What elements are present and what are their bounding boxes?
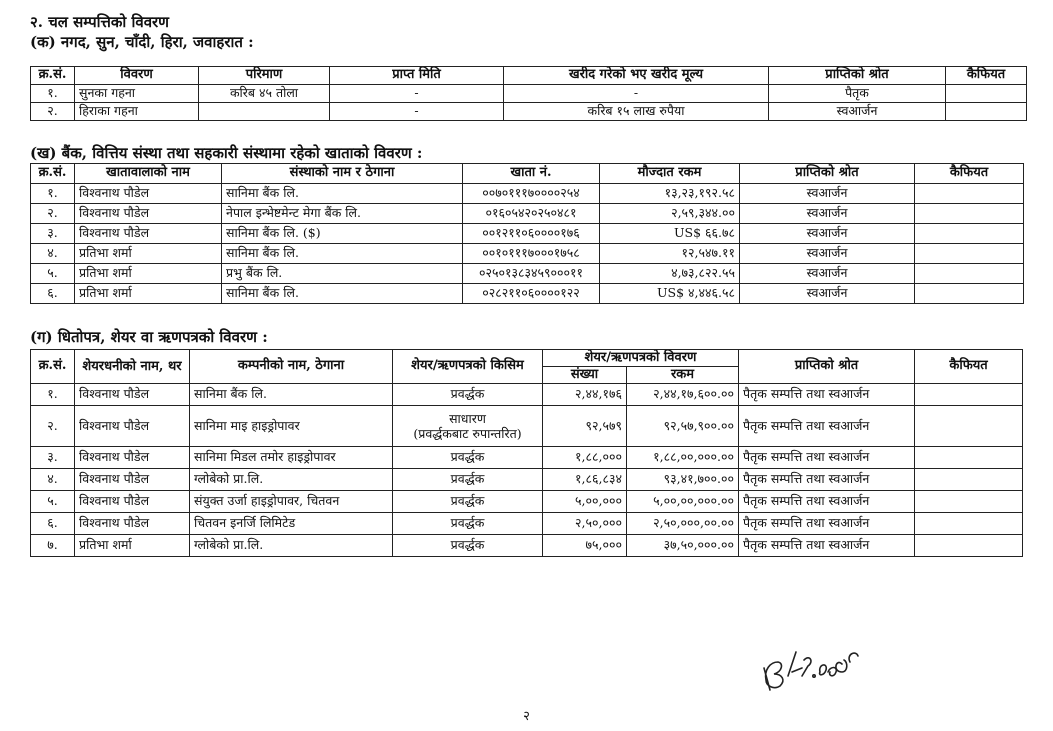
col-detail: शेयर/ऋणपत्रको विवरण — [543, 350, 739, 367]
table-cell: विश्वनाथ पौडेल — [75, 447, 190, 469]
table-cell: १३,२३,१९२.५८ — [600, 184, 740, 204]
table-cell: १. — [31, 384, 75, 406]
table-cell — [915, 184, 1024, 204]
header-cell: क्र.सं. — [31, 164, 75, 184]
table-cell: स्वआर्जन — [769, 103, 946, 121]
table-cell: पैतृक सम्पत्ति तथा स्वआर्जन — [739, 384, 915, 406]
header-cell: कैफियत — [946, 67, 1027, 85]
table-cell — [915, 264, 1024, 284]
cash-gold-table — [30, 66, 1027, 121]
type-line: साधारण — [449, 411, 486, 426]
table-cell: ४. — [31, 469, 75, 491]
table-cell: ३. — [31, 224, 75, 244]
table-cell: सानिमा बैंक लि. — [222, 244, 463, 264]
table-cell — [915, 284, 1024, 304]
section-title: २. चल सम्पत्तिको विवरण — [30, 13, 170, 31]
table-cell: हिराका गहना — [75, 103, 199, 121]
col-remarks: कैफियत — [915, 350, 1023, 384]
table-cell: २,५९,३४४.०० — [600, 204, 740, 224]
table-cell: ००७०१११७००००२५४ — [463, 184, 600, 204]
table-cell: ३. — [31, 447, 75, 469]
col-amount: रकम — [627, 367, 739, 384]
table-cell: सुनका गहना — [75, 85, 199, 103]
table-cell — [915, 447, 1023, 469]
header-cell: संस्थाको नाम र ठेगाना — [222, 164, 463, 184]
table-cell: ०२८२११०६००००१२२ — [463, 284, 600, 304]
table-cell: US$ ६६.७८ — [600, 224, 740, 244]
table-cell: ग्लोबेको प्रा.लि. — [190, 469, 393, 491]
table-cell: १२,५४७.११ — [600, 244, 740, 264]
table-cell: ग्लोबेको प्रा.लि. — [190, 535, 393, 557]
table-cell: ७५,००० — [543, 535, 627, 557]
table-cell: विश्वनाथ पौडेल — [75, 384, 190, 406]
table-cell: २. — [31, 103, 75, 121]
col-type: शेयर/ऋणपत्रको किसिम — [393, 350, 543, 384]
col-holder: शेयरधनीको नाम, थर — [75, 350, 190, 384]
table-row — [31, 535, 1023, 557]
table-cell: स्वआर्जन — [740, 244, 915, 264]
table-cell: स्वआर्जन — [740, 224, 915, 244]
section-b-heading: (ख) बैंक, वित्तिय संस्था तथा सहकारी संस्थामा रहेको खाताको विवरण : — [30, 144, 423, 162]
table-cell: - — [504, 85, 769, 103]
table-cell: पैतृक सम्पत्ति तथा स्वआर्जन — [739, 535, 915, 557]
table-cell: ५,००,००० — [543, 491, 627, 513]
table-cell — [915, 224, 1024, 244]
table-cell: - — [330, 85, 504, 103]
table-cell: १. — [31, 85, 75, 103]
table-cell — [915, 491, 1023, 513]
table-cell: ५,००,००,०००.०० — [627, 491, 739, 513]
col-company: कम्पनीको नाम, ठेगाना — [190, 350, 393, 384]
section-a-heading: (क) नगद, सुन, चाँदी, हिरा, जवाहरात : — [30, 33, 254, 51]
page-number: २ — [523, 709, 530, 724]
table-cell: विश्वनाथ पौडेल — [75, 491, 190, 513]
table-cell: ५. — [31, 264, 75, 284]
header-cell: क्र.सं. — [31, 67, 75, 85]
table-cell — [946, 103, 1027, 121]
table-row — [31, 244, 1024, 264]
table-cell: ४. — [31, 244, 75, 264]
table-cell: २,५०,००० — [543, 513, 627, 535]
table-cell: प्रवर्द्धक — [393, 384, 543, 406]
table-cell — [915, 406, 1023, 447]
table-cell: ००१०१११७०००१७५८ — [463, 244, 600, 264]
table-row — [31, 264, 1024, 284]
type-subline: (प्रवर्द्धकबाट रुपान्तरित) — [413, 426, 522, 441]
table-cell: सानिमा बैंक लि. — [190, 384, 393, 406]
table-cell: सानिमा माइ हाइड्रोपावर — [190, 406, 393, 447]
table-cell: २,४४,१७,६००.०० — [627, 384, 739, 406]
table-cell: ०२५०१३८३४५९०००११ — [463, 264, 600, 284]
col-sn: क्र.सं. — [31, 350, 75, 384]
header-cell: प्राप्तिको श्रोत — [769, 67, 946, 85]
table-cell — [915, 469, 1023, 491]
table-cell: विश्वनाथ पौडेल — [75, 204, 222, 224]
handwritten-signature — [762, 632, 872, 692]
table-row — [31, 85, 1027, 103]
table-cell: पैतृक सम्पत्ति तथा स्वआर्जन — [739, 406, 915, 447]
table-cell: स्वआर्जन — [740, 204, 915, 224]
table-row — [31, 284, 1024, 304]
table-cell: ४,७३,८२२.५५ — [600, 264, 740, 284]
table-cell: १. — [31, 184, 75, 204]
header-cell: खातावालाको नाम — [75, 164, 222, 184]
table-cell: सानिमा बैंक लि. — [222, 284, 463, 304]
table-cell — [199, 103, 330, 121]
table-cell: प्रतिभा शर्मा — [75, 264, 222, 284]
header-cell: कैफियत — [915, 164, 1024, 184]
table-cell: US$ ४,४४६.५८ — [600, 284, 740, 304]
table-cell: प्रवर्द्धक — [393, 469, 543, 491]
table-cell: विश्वनाथ पौडेल — [75, 469, 190, 491]
header-cell: प्राप्तिको श्रोत — [740, 164, 915, 184]
table-cell: प्रतिभा शर्मा — [75, 284, 222, 304]
table-cell: विश्वनाथ पौडेल — [75, 406, 190, 447]
table-cell: चितवन इनर्जि लिमिटेड — [190, 513, 393, 535]
header-cell: परिमाण — [199, 67, 330, 85]
table-cell: ६. — [31, 284, 75, 304]
table-cell: प्रवर्द्धक — [393, 535, 543, 557]
table-cell — [915, 535, 1023, 557]
table-cell: ०१६०५४२०२५०४८१ — [463, 204, 600, 224]
table-cell: ९३,४१,७००.०० — [627, 469, 739, 491]
table-cell: पैतृक सम्पत्ति तथा स्वआर्जन — [739, 491, 915, 513]
table-cell: २,५०,०००,००.०० — [627, 513, 739, 535]
table-cell: स्वआर्जन — [740, 184, 915, 204]
table-cell: पैतृक सम्पत्ति तथा स्वआर्जन — [739, 469, 915, 491]
table-cell: - — [330, 103, 504, 121]
table-cell: करिब ४५ तोला — [199, 85, 330, 103]
table-cell — [915, 244, 1024, 264]
table-cell: प्रवर्द्धक — [393, 491, 543, 513]
header-cell: प्राप्त मिति — [330, 67, 504, 85]
table-cell: २. — [31, 406, 75, 447]
table-cell: विश्वनाथ पौडेल — [75, 513, 190, 535]
table-row — [31, 513, 1023, 535]
table-cell: संयुक्त उर्जा हाइड्रोपावर, चितवन — [190, 491, 393, 513]
table-row — [31, 184, 1024, 204]
table-row — [31, 491, 1023, 513]
section-c-heading: (ग) धितोपत्र, शेयर वा ऋणपत्रको विवरण : — [30, 328, 268, 346]
header-cell: मौज्दात रकम — [600, 164, 740, 184]
header-cell: खरीद गरेको भए खरीद मूल्य — [504, 67, 769, 85]
table-cell: २. — [31, 204, 75, 224]
table-cell: १,८६,८३४ — [543, 469, 627, 491]
table-row — [31, 384, 1023, 406]
table-row — [31, 447, 1023, 469]
table-cell: प्रभु बैंक लि. — [222, 264, 463, 284]
table-cell: प्रवर्द्धक — [393, 447, 543, 469]
table-cell — [915, 204, 1024, 224]
table-cell: विश्वनाथ पौडेल — [75, 224, 222, 244]
table-cell: १,८८,००,०००.०० — [627, 447, 739, 469]
table-cell: प्रतिभा शर्मा — [75, 244, 222, 264]
table-cell: ९२,५७,९००.०० — [627, 406, 739, 447]
table-row — [31, 469, 1023, 491]
table-cell: सानिमा बैंक लि. — [222, 184, 463, 204]
table-cell: विश्वनाथ पौडेल — [75, 184, 222, 204]
col-count: संख्या — [543, 367, 627, 384]
header-cell: खाता नं. — [463, 164, 600, 184]
table-cell: करिब १५ लाख रुपैया — [504, 103, 769, 121]
table-cell: पैतृक — [769, 85, 946, 103]
table-cell: ६. — [31, 513, 75, 535]
table-cell: पैतृक सम्पत्ति तथा स्वआर्जन — [739, 513, 915, 535]
table-cell: ९२,५७९ — [543, 406, 627, 447]
col-source: प्राप्तिको श्रोत — [739, 350, 915, 384]
table-cell: २,४४,१७६ — [543, 384, 627, 406]
table-cell: ५. — [31, 491, 75, 513]
table-row — [31, 406, 1023, 447]
table-cell: प्रवर्द्धक — [393, 513, 543, 535]
table-cell — [393, 406, 543, 447]
table-cell: स्वआर्जन — [740, 284, 915, 304]
securities-table — [30, 349, 1023, 557]
table-cell: स्वआर्जन — [740, 264, 915, 284]
table-cell — [915, 384, 1023, 406]
table-cell: १,८८,००० — [543, 447, 627, 469]
table-cell: ३७,५०,०००.०० — [627, 535, 739, 557]
table-cell: ००१२११०६००००१७६ — [463, 224, 600, 244]
table-cell: प्रतिभा शर्मा — [75, 535, 190, 557]
table-cell — [915, 513, 1023, 535]
table-cell: नेपाल इन्भेष्टमेन्ट मेगा बैंक लि. — [222, 204, 463, 224]
table-cell — [946, 85, 1027, 103]
table-cell: सानिमा बैंक लि. ($) — [222, 224, 463, 244]
table-cell: सानिमा मिडल तमोर हाइड्रोपावर — [190, 447, 393, 469]
table-cell: ७. — [31, 535, 75, 557]
table-cell: पैतृक सम्पत्ति तथा स्वआर्जन — [739, 447, 915, 469]
bank-accounts-table — [30, 163, 1024, 304]
table-row — [31, 204, 1024, 224]
table-row — [31, 224, 1024, 244]
table-row — [31, 103, 1027, 121]
header-cell: विवरण — [75, 67, 199, 85]
